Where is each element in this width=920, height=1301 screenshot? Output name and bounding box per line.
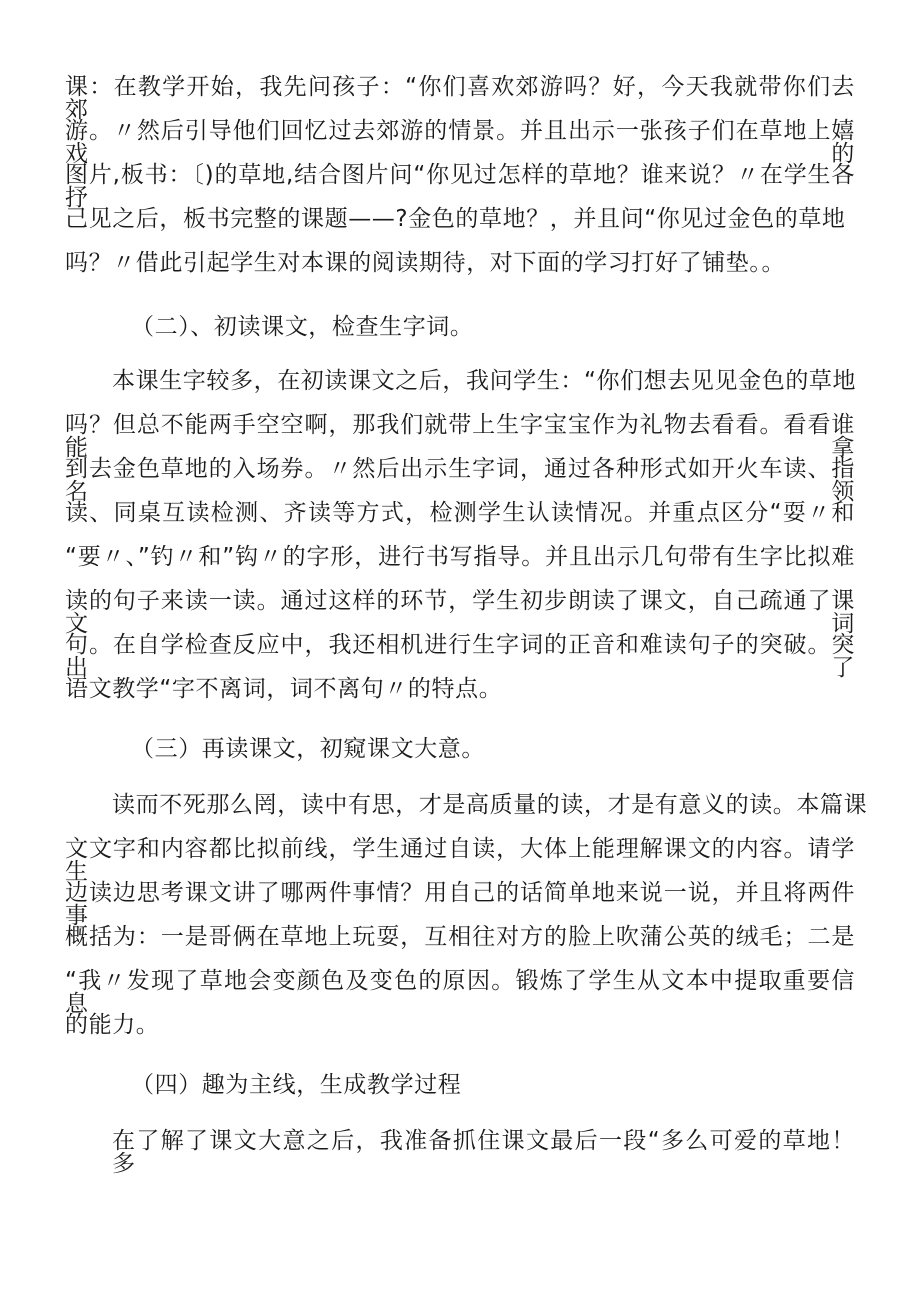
- text-line: 句。在自学检查反应中，我还相机进行生字词的正音和难读句子的突破。突出了: [65, 632, 855, 681]
- text-line: 文文字和内容都比拟前线，学生通过自读，大体上能理解课文的内容。请学生: [65, 836, 855, 885]
- section-heading: （三）再读课文，初窥课文大意。: [131, 736, 485, 762]
- section-heading: （四）趣为主线，生成教学过程: [131, 1072, 462, 1098]
- text-line: 吗？〃借此引起学生对本课的阅读期待，对下面的学习打好了铺垫。。: [65, 250, 786, 276]
- section-heading: （二）、初读课文，检查生字词。: [131, 314, 474, 340]
- text-line: 在了解了课文大意之后，我准备抓住课文最后一段“多么可爱的草地！多: [112, 1128, 855, 1177]
- text-line: 读而不死那么罔，读中有思，才是高质量的读，才是有意义的读。本篇课: [112, 792, 868, 818]
- text-line: 的能力。: [65, 1012, 160, 1038]
- text-line: 本课生字较多，在初读课文之后，我问学生：“你们想去见见金色的草地: [112, 368, 857, 394]
- text-line: 读的句子来读一读。通过这样的环节，学生初步朗读了课文，自己疏通了课文词: [65, 588, 855, 637]
- text-line: 到去金色草地的入场券。〃然后出示生字词，通过各种形式如开火车读、指名领: [65, 456, 855, 505]
- text-line: 游。〃然后引导他们回忆过去郊游的情景。并且出示一张孩子们在草地上嬉戏的: [65, 118, 855, 167]
- text-line: 己见之后，板书完整的课题——?金色的草地？，并且问“你见过金色的草地: [65, 206, 846, 232]
- text-line: “我〃发现了草地会变颜色及变色的原因。锻炼了学生从文本中提取重要信息: [65, 968, 855, 1017]
- text-line: 概括为：一是哥俩在草地上玩耍，互相往对方的脸上吹蒲公英的绒毛；二是: [65, 924, 855, 950]
- text-line: 课：在教学开始，我先问孩子：“你们喜欢郊游吗？好，今天我就带你们去郊: [65, 74, 855, 123]
- text-line: 边读边思考课文讲了哪两件事情？用自己的话简单地来说一说，并且将两件事: [65, 880, 855, 929]
- text-line: 吗？但总不能两手空空啊，那我们就带上生字宝宝作为礼物去看看。看看谁能拿: [65, 412, 855, 461]
- text-line: 图片,板书：〔)的草地,结合图片问“你见过怎样的草地？谁来说？〃在学生各抒: [65, 162, 855, 211]
- text-line: “要〃、”钓〃和”钩〃的字形，进行书写指导。并且出示几句带有生字比拟难: [65, 544, 855, 570]
- text-line: 读、同桌互读检测、齐读等方式，检测学生认读情况。并重点区分“耍〃和: [65, 500, 855, 526]
- text-line: 语文教学“字不离词，词不离句〃的特点。: [65, 676, 503, 702]
